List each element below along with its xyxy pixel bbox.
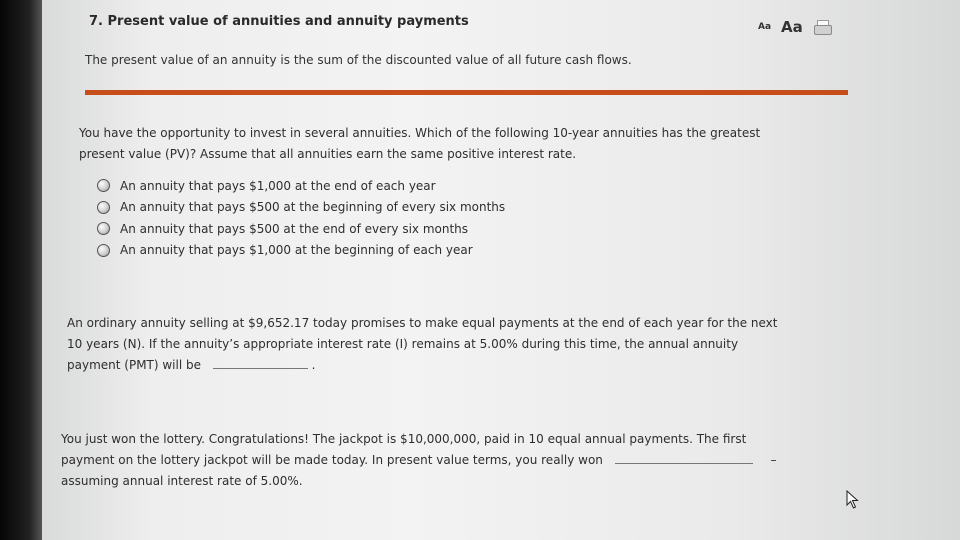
print-icon[interactable] — [813, 20, 831, 35]
question-3-line-2 — [61, 450, 881, 471]
question-3-line-1: You just won the lottery. Congratulations! The jackpot is $10,000,000, paid in 10 equal annual payments. The first — [61, 432, 747, 446]
option-2[interactable] — [97, 197, 505, 219]
question-2-line-2: 10 years (N). If the annuity’s appropriate interest rate (I) remains at 5.00% during this time, the annual annuity — [67, 337, 739, 351]
question-3-line-3: assuming annual interest rate of 5.00%. — [61, 474, 303, 488]
question-2-period: . — [311, 358, 316, 372]
radio-button[interactable] — [97, 244, 110, 257]
question-1-options — [97, 175, 505, 261]
font-size-controls — [758, 18, 831, 36]
option-label: An annuity that pays $500 at the beginning of every six months — [120, 200, 506, 215]
page-title: 7. Present value of annuities and annuity payments — [89, 14, 469, 29]
question-2-line-1: An ordinary annuity selling at $9,652.17 today promises to make equal payments at the end of each year for the next — [67, 316, 778, 330]
option-4[interactable] — [97, 240, 505, 262]
intro-text: The present value of an annuity is the sum of the discounted value of all future cash flows. — [85, 53, 632, 67]
option-label: An annuity that pays $1,000 at the beginning of each year — [120, 243, 473, 258]
option-1[interactable] — [97, 175, 505, 197]
section-divider — [85, 90, 848, 95]
question-2-prompt — [67, 313, 887, 376]
pmt-answer-dropdown[interactable] — [213, 356, 308, 369]
radio-button[interactable] — [97, 179, 110, 192]
question-3-prompt — [61, 429, 881, 492]
increase-font-button[interactable]: Aa — [781, 18, 803, 36]
question-1-line-2: present value (PV)? Assume that all annuities earn the same positive interest rate. — [79, 147, 577, 161]
question-3-dash: – — [770, 453, 777, 467]
question-2-line-3-text: payment (PMT) will be — [67, 358, 201, 372]
question-2-line-3 — [67, 355, 887, 376]
question-1-prompt — [79, 123, 839, 165]
question-3-line-2-text: payment on the lottery jackpot will be made today. In present value terms, you really won — [61, 453, 603, 467]
decrease-font-button[interactable]: Aa — [758, 22, 772, 32]
question-1-line-1: You have the opportunity to invest in several annuities. Which of the following 10-year annuities has the greatest — [79, 126, 761, 140]
monitor-bezel-shadow — [0, 0, 42, 540]
option-3[interactable] — [97, 218, 505, 240]
option-label: An annuity that pays $500 at the end of every six months — [120, 221, 469, 236]
pv-answer-dropdown[interactable] — [615, 451, 753, 464]
radio-button[interactable] — [97, 201, 110, 214]
problem-screen — [42, 0, 960, 540]
radio-button[interactable] — [97, 222, 110, 235]
option-label: An annuity that pays $1,000 at the end of each year — [120, 178, 436, 193]
mouse-pointer-icon — [846, 490, 860, 514]
